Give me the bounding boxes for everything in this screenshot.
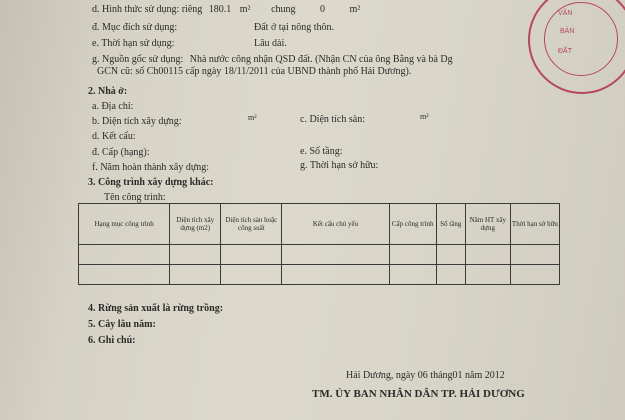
perennial-section-title: 5. Cây lâu năm: — [88, 319, 156, 330]
usage-purpose-value: Đất ở tại nông thôn. — [254, 22, 334, 33]
usage-term-value: Lâu dài. — [254, 38, 287, 49]
usage-origin-value-2: GCN cũ: số Ch00115 cấp ngày 18/11/2011 của UBND thành phố Hải Dương). — [97, 66, 412, 77]
house-floor-area-label: c. Diện tích sàn: — [300, 114, 365, 125]
header-completion-year: Năm HT xây dựng — [465, 204, 510, 245]
forest-section-title: 4. Rừng sản xuất là rừng trồng: — [88, 303, 224, 314]
house-build-area-unit: m² — [248, 113, 257, 122]
table-cell — [465, 265, 510, 285]
house-completion-year-label: f. Năm hoàn thành xây dựng: — [92, 162, 210, 173]
usage-form-label: d. Hình thức sử dụng: riêng — [92, 4, 203, 15]
other-works-name-label: Tên công trình: — [104, 192, 166, 203]
notes-section-title: 6. Ghi chú: — [88, 335, 136, 346]
table-header-row — [79, 204, 560, 245]
house-address-label: a. Địa chỉ: — [92, 101, 134, 112]
table-cell — [282, 245, 389, 265]
header-structure: Kết cấu chủ yếu — [282, 204, 389, 245]
table-cell — [221, 265, 282, 285]
stamp-inner-ring — [544, 2, 618, 76]
table-row — [79, 245, 560, 265]
usage-purpose-line — [92, 22, 334, 34]
house-build-area-label: b. Diện tích xây dựng: — [92, 116, 182, 127]
table-cell — [510, 265, 559, 285]
usage-purpose-label: đ. Mục đích sử dụng: — [92, 22, 178, 33]
usage-form-line — [92, 4, 360, 16]
usage-origin-label: g. Nguồn gốc sử dụng: — [92, 54, 184, 65]
usage-shared-unit: m² — [349, 4, 361, 15]
place-and-date: Hải Dương, ngày 06 tháng01 năm 2012 — [346, 370, 505, 381]
other-works-title: 3. Công trình xây dựng khác: — [88, 177, 214, 188]
table-cell — [170, 265, 221, 285]
table-cell — [79, 265, 170, 285]
official-stamp — [528, 0, 625, 94]
table-row — [79, 265, 560, 285]
table-cell — [170, 245, 221, 265]
usage-private-area: 180.1 — [208, 4, 232, 15]
table-cell — [436, 265, 465, 285]
house-floor-area-unit: m² — [420, 112, 429, 121]
usage-origin-value-1: Nhà nước công nhận QSD đất. (Nhận CN của ông Bằng và bà Dg — [189, 54, 453, 65]
table-cell — [436, 245, 465, 265]
stamp-text-bottom: ĐẤT — [558, 48, 572, 55]
table-cell — [221, 245, 282, 265]
header-floors: Số tầng — [436, 204, 465, 245]
house-floors-label: e. Số tầng: — [300, 146, 343, 157]
header-work-grade: Cấp công trình — [389, 204, 436, 245]
house-section-title: 2. Nhà ở: — [88, 86, 128, 97]
usage-origin-line — [92, 54, 453, 66]
header-floor-area: Diện tích sàn hoặc công suất — [221, 204, 282, 245]
header-build-area: Diện tích xây dựng (m2) — [170, 204, 221, 245]
table-cell — [79, 245, 170, 265]
table-cell — [510, 245, 559, 265]
stamp-text-mid: BẢN — [560, 28, 575, 35]
table-cell — [389, 245, 436, 265]
house-ownership-term-label: g. Thời hạn sở hữu: — [300, 160, 379, 171]
house-grade-label: đ. Cấp (hạng): — [92, 147, 150, 158]
header-work-item: Hạng mục công trình — [79, 204, 170, 245]
table-cell — [282, 265, 389, 285]
table-cell — [465, 245, 510, 265]
header-ownership-term: Thời hạn sở hữu — [510, 204, 559, 245]
usage-private-unit: m² — [239, 4, 251, 15]
stamp-text-top: VĂN — [558, 10, 573, 17]
house-structure-label: d. Kết cấu: — [92, 131, 136, 142]
issuing-authority: TM. ỦY BAN NHÂN DÂN TP. HẢI DƯƠNG — [312, 388, 525, 400]
table-cell — [389, 265, 436, 285]
usage-shared-label: chung — [271, 4, 296, 15]
usage-term-line — [92, 38, 287, 50]
usage-shared-area: 0 — [320, 4, 326, 15]
usage-term-label: e. Thời hạn sử dụng: — [92, 38, 175, 49]
other-works-table — [78, 203, 560, 285]
